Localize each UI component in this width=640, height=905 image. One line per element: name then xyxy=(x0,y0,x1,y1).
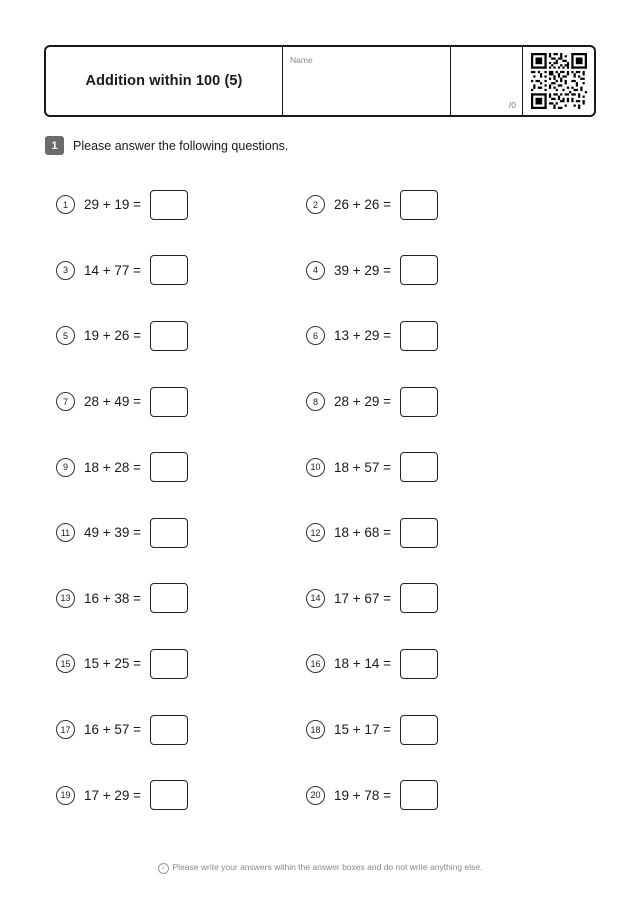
question-number: 1 xyxy=(56,195,75,214)
answer-box[interactable] xyxy=(400,780,438,810)
question-number: 19 xyxy=(56,786,75,805)
question-item xyxy=(56,631,306,697)
question-number: 13 xyxy=(56,589,75,608)
instruction-text: Please answer the following questions. xyxy=(73,138,289,153)
footer-note xyxy=(0,862,640,874)
question-item xyxy=(306,631,556,697)
page-title: Addition within 100 (5) xyxy=(85,73,243,89)
name-field-label: Name xyxy=(290,55,313,65)
question-expression: 17 + 67 = xyxy=(334,590,392,606)
question-number: 12 xyxy=(306,523,325,542)
question-number: 17 xyxy=(56,720,75,739)
answer-box[interactable] xyxy=(400,190,438,220)
answer-box[interactable] xyxy=(400,387,438,417)
question-number: 14 xyxy=(306,589,325,608)
answer-box[interactable] xyxy=(150,387,188,417)
question-number: 3 xyxy=(56,261,75,280)
question-number: 10 xyxy=(306,458,325,477)
answer-box[interactable] xyxy=(400,321,438,351)
question-item xyxy=(306,238,556,304)
footer-text: Please write your answers within the answer boxes and do not write anything else. xyxy=(172,862,483,872)
question-number: 4 xyxy=(306,261,325,280)
question-number: 8 xyxy=(306,392,325,411)
instruction-number: 1 xyxy=(45,136,64,155)
answer-box[interactable] xyxy=(150,190,188,220)
question-item xyxy=(306,762,556,828)
question-item xyxy=(56,303,306,369)
answer-box[interactable] xyxy=(150,321,188,351)
question-item xyxy=(56,172,306,238)
question-item xyxy=(306,697,556,763)
question-expression: 16 + 38 = xyxy=(84,590,142,606)
question-number: 15 xyxy=(56,654,75,673)
question-expression: 15 + 17 = xyxy=(334,722,392,738)
question-expression: 18 + 14 = xyxy=(334,656,392,672)
question-number: 6 xyxy=(306,326,325,345)
question-expression: 14 + 77 = xyxy=(84,262,142,278)
answer-box[interactable] xyxy=(150,452,188,482)
question-expression: 18 + 57 = xyxy=(334,459,392,475)
answer-box[interactable] xyxy=(400,649,438,679)
answer-box[interactable] xyxy=(400,518,438,548)
question-expression: 17 + 29 = xyxy=(84,787,142,803)
answer-box[interactable] xyxy=(150,715,188,745)
question-expression: 15 + 25 = xyxy=(84,656,142,672)
question-expression: 26 + 26 = xyxy=(334,197,392,213)
question-expression: 16 + 57 = xyxy=(84,722,142,738)
question-expression: 28 + 29 = xyxy=(334,394,392,410)
score-field[interactable] xyxy=(450,47,522,115)
questions-grid xyxy=(56,172,556,828)
qr-code-cell xyxy=(522,47,594,115)
question-expression: 13 + 29 = xyxy=(334,328,392,344)
question-number: 5 xyxy=(56,326,75,345)
question-item xyxy=(306,500,556,566)
question-number: 2 xyxy=(306,195,325,214)
question-item xyxy=(56,238,306,304)
score-total-label: /0 xyxy=(508,100,516,110)
instruction-row xyxy=(45,136,288,155)
answer-box[interactable] xyxy=(400,255,438,285)
question-item xyxy=(306,303,556,369)
question-item xyxy=(56,697,306,763)
worksheet-header xyxy=(44,45,596,117)
answer-box[interactable] xyxy=(400,583,438,613)
question-expression: 29 + 19 = xyxy=(84,197,142,213)
answer-box[interactable] xyxy=(150,649,188,679)
question-number: 11 xyxy=(56,523,75,542)
question-item xyxy=(306,434,556,500)
question-item xyxy=(56,369,306,435)
question-expression: 19 + 26 = xyxy=(84,328,142,344)
question-expression: 39 + 29 = xyxy=(334,262,392,278)
question-number: 9 xyxy=(56,458,75,477)
question-expression: 49 + 39 = xyxy=(84,525,142,541)
info-icon: i xyxy=(158,863,169,874)
question-item xyxy=(56,500,306,566)
question-item xyxy=(56,434,306,500)
question-item xyxy=(306,566,556,632)
question-number: 20 xyxy=(306,786,325,805)
question-number: 18 xyxy=(306,720,325,739)
question-item xyxy=(306,369,556,435)
answer-box[interactable] xyxy=(400,715,438,745)
qr-code xyxy=(531,53,587,109)
question-item xyxy=(56,566,306,632)
question-expression: 19 + 78 = xyxy=(334,787,392,803)
question-expression: 18 + 28 = xyxy=(84,459,142,475)
question-expression: 28 + 49 = xyxy=(84,394,142,410)
answer-box[interactable] xyxy=(150,255,188,285)
name-field[interactable] xyxy=(282,47,450,115)
answer-box[interactable] xyxy=(150,518,188,548)
question-number: 16 xyxy=(306,654,325,673)
question-number: 7 xyxy=(56,392,75,411)
question-expression: 18 + 68 = xyxy=(334,525,392,541)
question-item xyxy=(56,762,306,828)
answer-box[interactable] xyxy=(150,780,188,810)
answer-box[interactable] xyxy=(400,452,438,482)
answer-box[interactable] xyxy=(150,583,188,613)
question-item xyxy=(306,172,556,238)
